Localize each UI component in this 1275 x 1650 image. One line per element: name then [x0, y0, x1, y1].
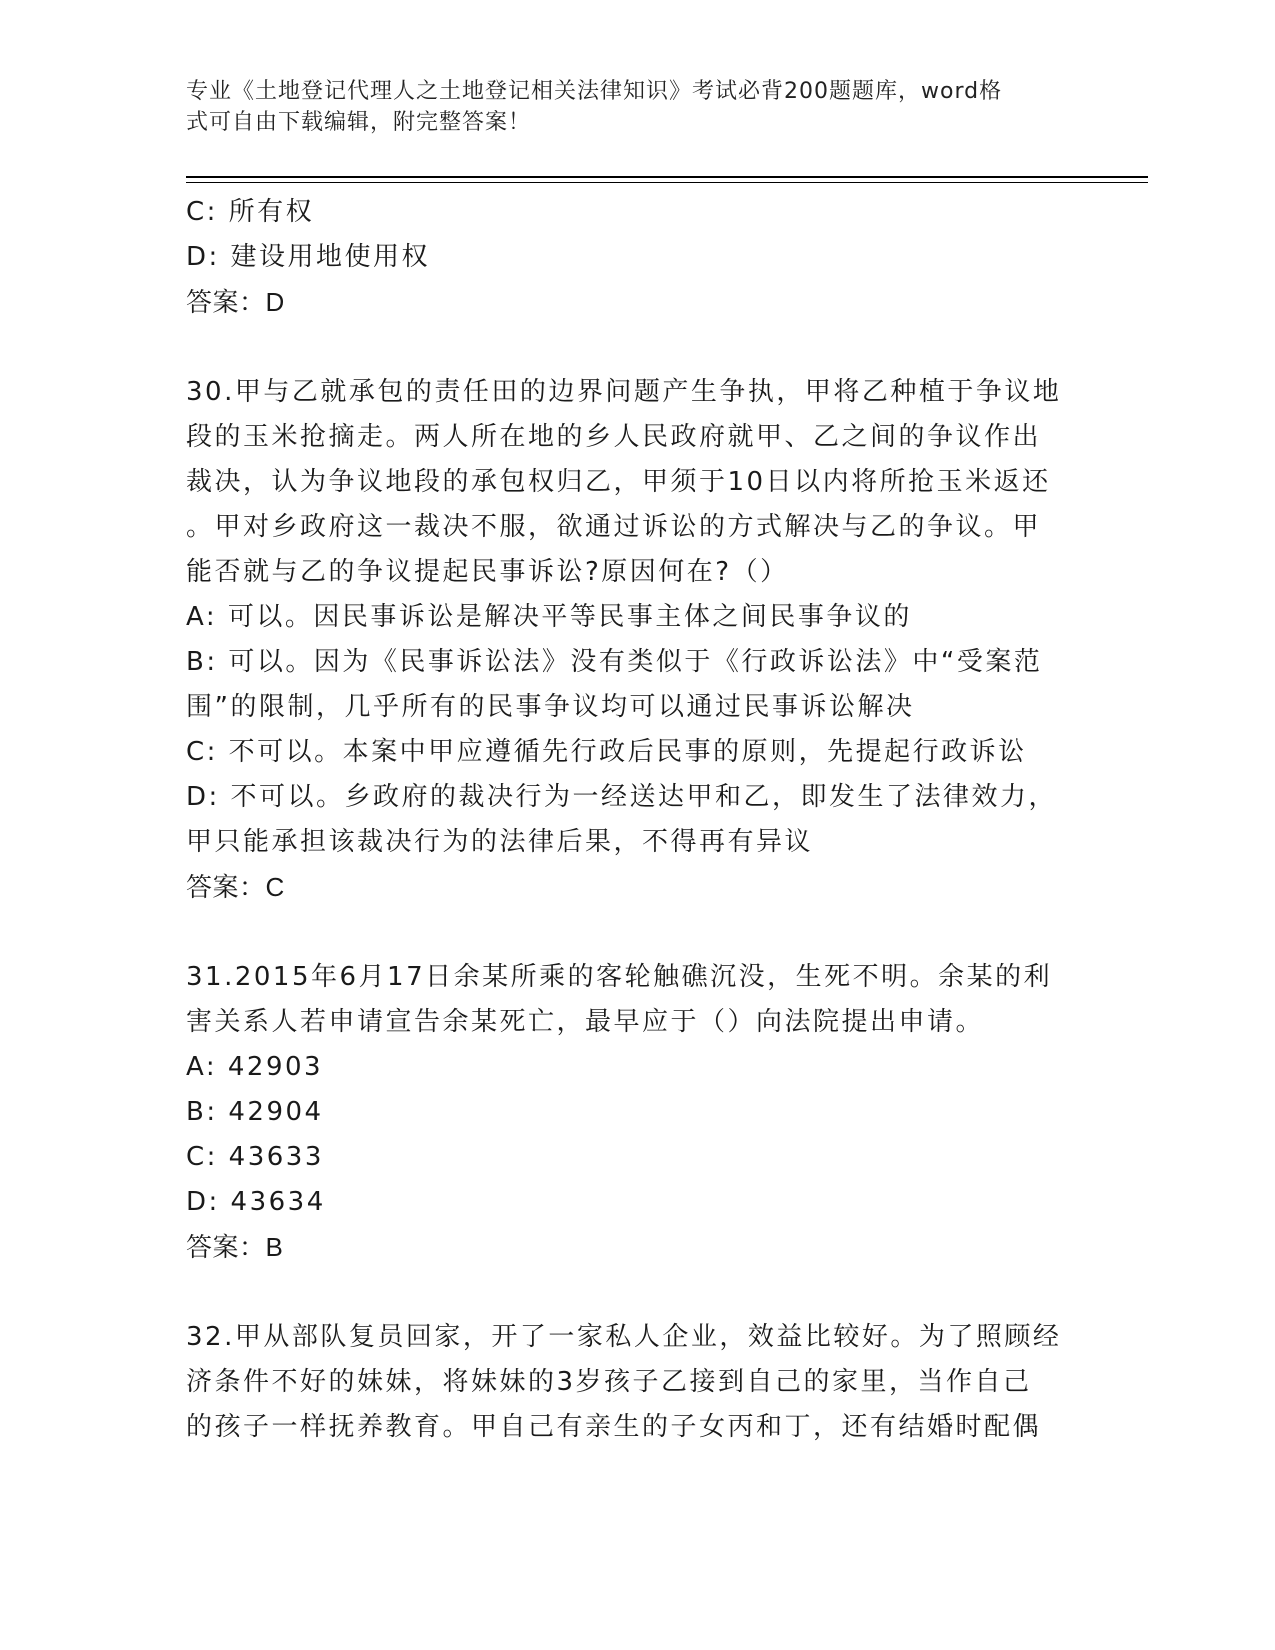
spacer [186, 325, 1076, 370]
question-text-line: 段的玉米抢摘走。两人所在地的乡人民政府就甲、乙之间的争议作出 [186, 422, 1042, 452]
question-text-line: 30.甲与乙就承包的责任田的边界问题产生争执，甲将乙种植于争议地 [186, 377, 1062, 407]
header-line-2: 式可自由下载编辑，附完整答案！ [186, 110, 532, 135]
question-text-line: 。甲对乡政府这一裁决不服，欲通过诉讼的方式解决与乙的争议。甲 [186, 512, 1042, 542]
question-text-line: 31.2015年6月17日余某所乘的客轮触礁沉没，生死不明。余某的利 [186, 962, 1053, 992]
question-text-line: 裁决，认为争议地段的承包权归乙，甲须于10日以内将所抢玉米返还 [186, 467, 1051, 497]
answer-line: 答案：C [186, 872, 285, 902]
question-text-line: 的孩子一样抚养教育。甲自己有亲生的子女丙和丁，还有结婚时配偶 [186, 1412, 1042, 1442]
option-c: C: 所有权 [186, 197, 315, 227]
document-header [186, 76, 1066, 138]
question-31 [186, 955, 1076, 1270]
option-d-continued: 甲只能承担该裁决行为的法律后果，不得再有异议 [186, 827, 814, 857]
option-a: A: 可以。因民事诉讼是解决平等民事主体之间民事争议的 [186, 602, 912, 632]
option-b: B: 可以。因为《民事诉讼法》没有类似于《行政诉讼法》中“受案范 [186, 647, 1043, 677]
question-text-line: 济条件不好的妹妹，将妹妹的3岁孩子乙接到自己的家里，当作自己 [186, 1367, 1032, 1397]
option-d: D: 不可以。乡政府的裁决行为一经送达甲和乙，即发生了法律效力， [186, 782, 1058, 812]
question-text-line: 害关系人若申请宣告余某死亡，最早应于（）向法院提出申请。 [186, 1007, 985, 1037]
option-c: C: 43633 [186, 1142, 324, 1172]
question-text-line: 能否就与乙的争议提起民事诉讼?原因何在?（） [186, 557, 789, 587]
option-a: A: 42903 [186, 1052, 324, 1082]
question-text-line: 32.甲从部队复员回家，开了一家私人企业，效益比较好。为了照顾经 [186, 1322, 1062, 1352]
option-b-continued: 围”的限制，几乎所有的民事争议均可以通过民事诉讼解决 [186, 692, 915, 722]
header-line-1: 专业《土地登记代理人之土地登记相关法律知识》考试必背200题题库，word格 [186, 79, 1003, 104]
header-divider-thick [186, 176, 1148, 178]
option-c: C: 不可以。本案中甲应遵循先行政后民事的原则，先提起行政诉讼 [186, 737, 1027, 767]
answer-line: 答案：D [186, 287, 285, 317]
spacer [186, 1270, 1076, 1315]
question-32 [186, 1315, 1076, 1450]
question-29-tail [186, 190, 1076, 325]
question-30 [186, 370, 1076, 910]
header-divider-thin [186, 182, 1148, 183]
option-d: D: 建设用地使用权 [186, 242, 431, 272]
option-d: D: 43634 [186, 1187, 326, 1217]
document-body [186, 190, 1076, 1450]
option-b: B: 42904 [186, 1097, 324, 1127]
spacer [186, 910, 1076, 955]
answer-line: 答案：B [186, 1232, 284, 1262]
